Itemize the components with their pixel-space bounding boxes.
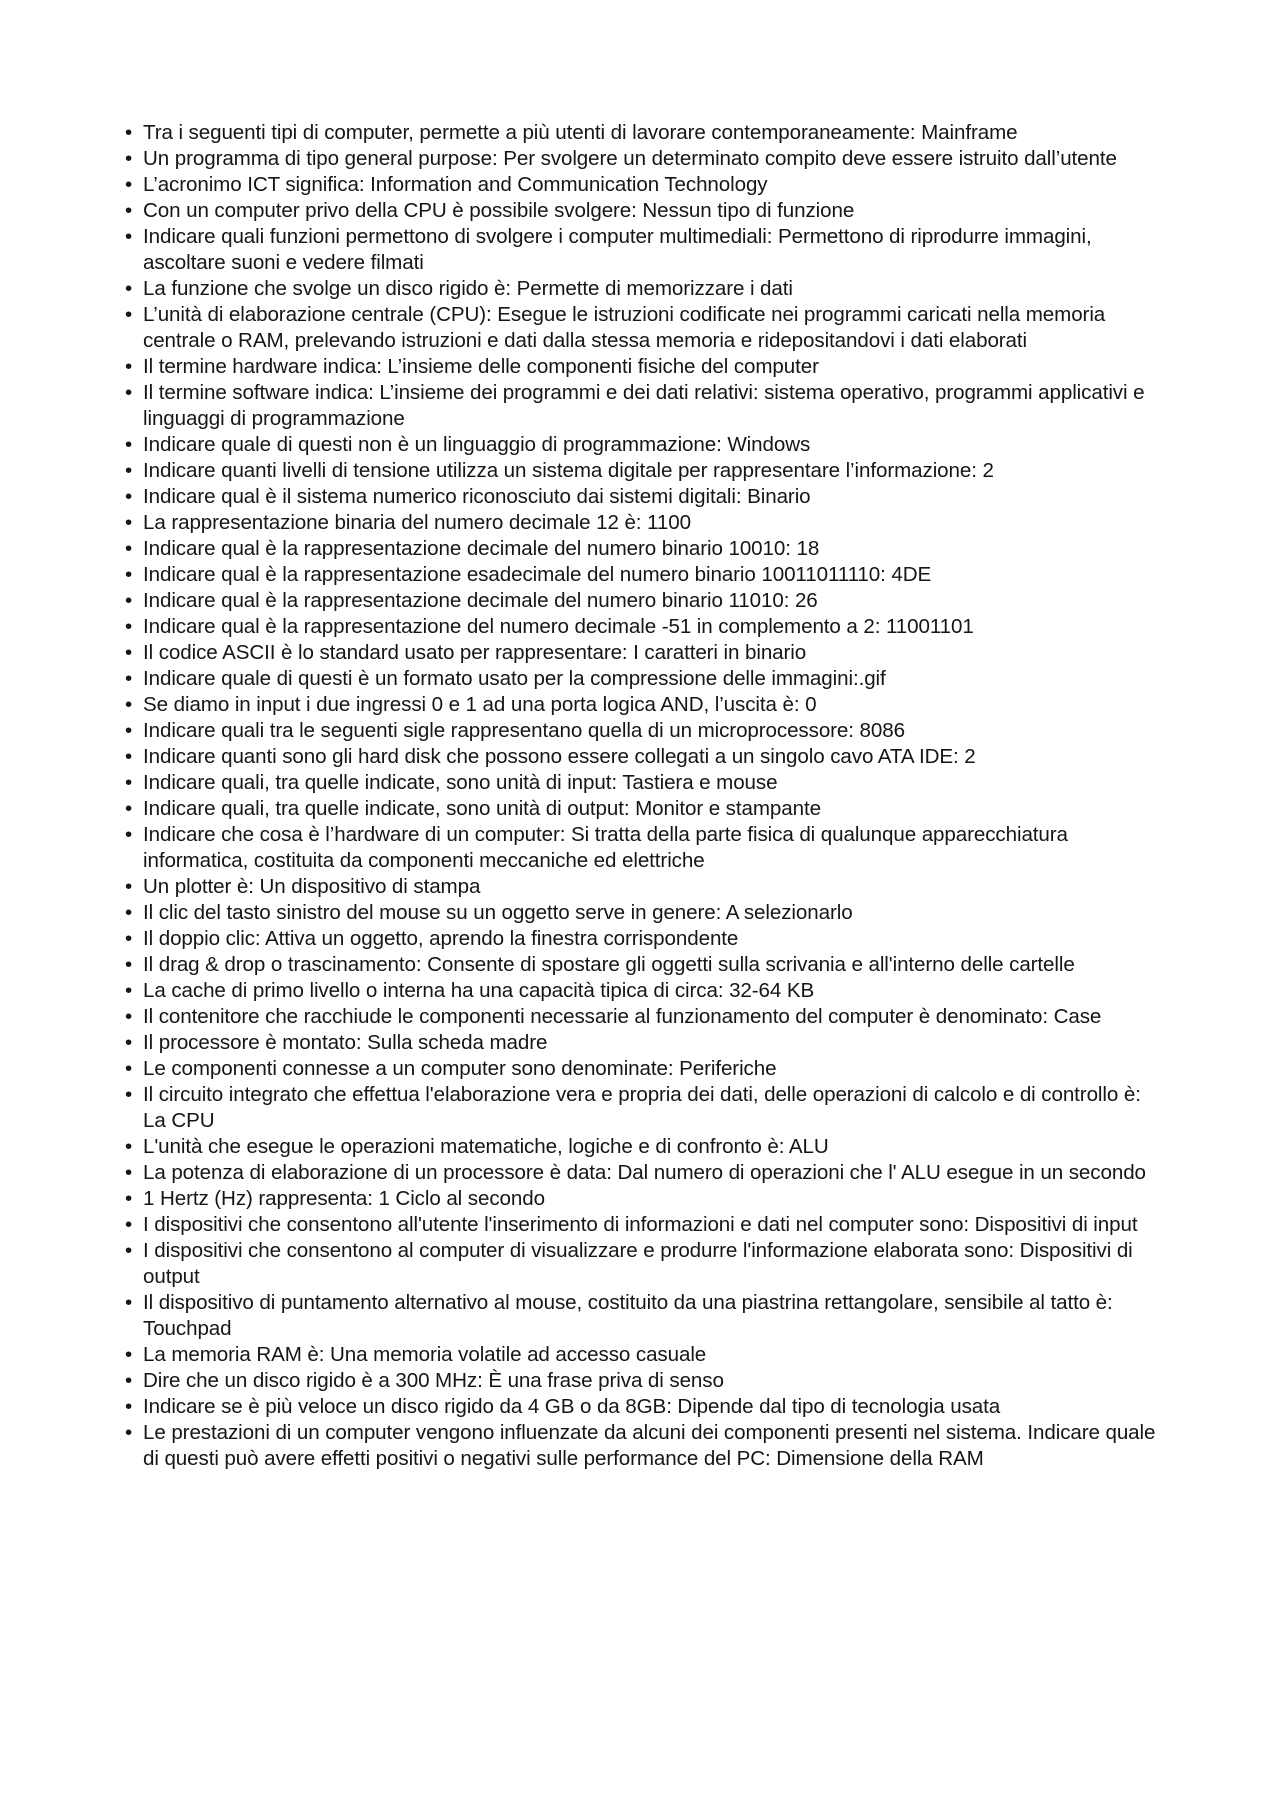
list-item: [125, 1160, 1165, 1186]
list-item-text: La funzione che svolge un disco rigido è: Permette di memorizzare i dati: [143, 277, 793, 300]
list-item: [125, 926, 1165, 952]
bullet-icon: •: [125, 823, 133, 846]
list-item: [125, 1004, 1165, 1030]
list-item: [125, 770, 1165, 796]
bullet-icon: •: [125, 563, 133, 586]
list-item: [125, 1394, 1165, 1420]
list-item-text: Indicare se è più veloce un disco rigido da 4 GB o da 8GB: Dipende dal tipo di tecnologia usata: [143, 1395, 1001, 1418]
list-item-text: Un programma di tipo general purpose: Per svolgere un determinato compito deve essere istruito dall’utente: [143, 147, 1117, 170]
bullet-icon: •: [125, 719, 133, 742]
bullet-icon: •: [125, 901, 133, 924]
bullet-icon: •: [125, 459, 133, 482]
bullet-icon: •: [125, 1369, 133, 1392]
list-item: [125, 1186, 1165, 1212]
bullet-icon: •: [125, 381, 133, 404]
list-item: [125, 744, 1165, 770]
list-item-text: Il doppio clic: Attiva un oggetto, aprendo la finestra corrispondente: [143, 927, 739, 950]
bullet-icon: •: [125, 147, 133, 170]
list-item: [125, 172, 1165, 198]
list-item: [125, 146, 1165, 172]
list-item-text: 1 Hertz (Hz) rappresenta: 1 Ciclo al secondo: [143, 1187, 545, 1210]
list-item-text: La memoria RAM è: Una memoria volatile ad accesso casuale: [143, 1343, 707, 1366]
list-item-text: Il dispositivo di puntamento alternativo al mouse, costituito da una piastrina rettangolare, sensibile al tatto è: Touchpad: [143, 1291, 1113, 1340]
bullet-icon: •: [125, 1343, 133, 1366]
list-item-text: Indicare qual è la rappresentazione esadecimale del numero binario 10011011110: 4DE: [143, 563, 932, 586]
list-item: [125, 1368, 1165, 1394]
list-item: [125, 1056, 1165, 1082]
list-item: [125, 796, 1165, 822]
list-item-text: Il codice ASCII è lo standard usato per rappresentare: I caratteri in binario: [143, 641, 807, 664]
bullet-icon: •: [125, 1395, 133, 1418]
bullet-icon: •: [125, 303, 133, 326]
list-item-text: Indicare quanti sono gli hard disk che possono essere collegati a un singolo cavo ATA IDE: 2: [143, 745, 976, 768]
bullet-icon: •: [125, 1213, 133, 1236]
list-item-text: Un plotter è: Un dispositivo di stampa: [143, 875, 481, 898]
list-item: [125, 874, 1165, 900]
list-item-text: Indicare quali, tra quelle indicate, sono unità di output: Monitor e stampante: [143, 797, 821, 820]
bullet-icon: •: [125, 615, 133, 638]
list-item-text: Tra i seguenti tipi di computer, permette a più utenti di lavorare contemporaneamente: Mainframe: [143, 121, 1018, 144]
list-item: [125, 458, 1165, 484]
list-item-text: Il drag & drop o trascinamento: Consente di spostare gli oggetti sulla scrivania e all'interno delle cartelle: [143, 953, 1075, 976]
list-item-text: L’unità di elaborazione centrale (CPU): Esegue le istruzioni codificate nei programmi caricati nella memoria centrale o RAM, prelevando istruzioni e dati dalla stessa memoria e ridepositandovi i dati elaborati: [143, 303, 1106, 352]
list-item-text: Indicare qual è la rappresentazione decimale del numero binario 10010: 18: [143, 537, 820, 560]
bullet-icon: •: [125, 1187, 133, 1210]
list-item-text: I dispositivi che consentono al computer di visualizzare e produrre l'informazione elaborata sono: Dispositivi di output: [143, 1239, 1133, 1288]
list-item-text: Dire che un disco rigido è a 300 MHz: È una frase priva di senso: [143, 1369, 724, 1392]
list-item: [125, 900, 1165, 926]
list-item: [125, 484, 1165, 510]
bullet-icon: •: [125, 589, 133, 612]
list-item-text: La rappresentazione binaria del numero decimale 12 è: 1100: [143, 511, 691, 534]
list-item-text: Le componenti connesse a un computer sono denominate: Periferiche: [143, 1057, 777, 1080]
list-item: [125, 666, 1165, 692]
list-item-text: Indicare che cosa è l’hardware di un computer: Si tratta della parte fisica di qualunque apparecchiatura informatica, costituita da componenti meccaniche ed elettriche: [143, 823, 1068, 872]
bullet-icon: •: [125, 927, 133, 950]
list-item: [125, 978, 1165, 1004]
bullet-icon: •: [125, 875, 133, 898]
bullet-icon: •: [125, 199, 133, 222]
bullet-icon: •: [125, 1135, 133, 1158]
list-item: [125, 536, 1165, 562]
bullet-icon: •: [125, 1005, 133, 1028]
list-item: [125, 1030, 1165, 1056]
list-item-text: Indicare quali funzioni permettono di svolgere i computer multimediali: Permettono di riprodurre immagini, ascoltare suoni e vedere filmati: [143, 225, 1092, 274]
list-item: [125, 614, 1165, 640]
list-item-text: Indicare quale di questi non è un linguaggio di programmazione: Windows: [143, 433, 811, 456]
list-item: [125, 224, 1165, 276]
bullet-icon: •: [125, 1421, 133, 1444]
list-item: [125, 718, 1165, 744]
list-item-text: Il circuito integrato che effettua l'elaborazione vera e propria dei dati, delle operazioni di calcolo e di controllo è: La CPU: [143, 1083, 1141, 1132]
list-item-text: Il clic del tasto sinistro del mouse su un oggetto serve in genere: A selezionarlo: [143, 901, 853, 924]
list-item-text: La cache di primo livello o interna ha una capacità tipica di circa: 32-64 KB: [143, 979, 815, 1002]
bullet-icon: •: [125, 121, 133, 144]
bullet-icon: •: [125, 953, 133, 976]
bullet-icon: •: [125, 693, 133, 716]
bullet-icon: •: [125, 1083, 133, 1106]
list-item: [125, 276, 1165, 302]
list-item-text: Il termine software indica: L’insieme dei programmi e dei dati relativi: sistema operativo, programmi applicativi e linguaggi di programmazione: [143, 381, 1145, 430]
list-item-text: Il contenitore che racchiude le componenti necessarie al funzionamento del computer è denominato: Case: [143, 1005, 1102, 1028]
list-item: [125, 120, 1165, 146]
list-item-text: Indicare quali, tra quelle indicate, sono unità di input: Tastiera e mouse: [143, 771, 778, 794]
list-item-text: Indicare qual è il sistema numerico riconosciuto dai sistemi digitali: Binario: [143, 485, 811, 508]
list-item-text: Indicare qual è la rappresentazione decimale del numero binario 11010: 26: [143, 589, 818, 612]
list-item: [125, 952, 1165, 978]
list-item-text: L'unità che esegue le operazioni matematiche, logiche e di confronto è: ALU: [143, 1135, 829, 1158]
bullet-icon: •: [125, 979, 133, 1002]
bullet-icon: •: [125, 485, 133, 508]
list-item-text: Indicare quali tra le seguenti sigle rappresentano quella di un microprocessore: 8086: [143, 719, 905, 742]
bullet-icon: •: [125, 1239, 133, 1262]
list-item: [125, 822, 1165, 874]
bullet-icon: •: [125, 225, 133, 248]
list-item-text: Indicare quale di questi è un formato usato per la compressione delle immagini:.gif: [143, 667, 886, 690]
list-item: [125, 1342, 1165, 1368]
list-item: [125, 302, 1165, 354]
list-item-text: Indicare quanti livelli di tensione utilizza un sistema digitale per rappresentare l’informazione: 2: [143, 459, 994, 482]
list-item-text: L’acronimo ICT significa: Information and Communication Technology: [143, 173, 768, 196]
bullet-icon: •: [125, 433, 133, 456]
list-item-text: Le prestazioni di un computer vengono influenzate da alcuni dei componenti presenti nel sistema. Indicare quale di questi può avere effetti positivi o negativi sulle performance del PC: Dimensione della RAM: [143, 1421, 1156, 1470]
list-item-text: Se diamo in input i due ingressi 0 e 1 ad una porta logica AND, l’uscita è: 0: [143, 693, 817, 716]
list-item-text: Il termine hardware indica: L’insieme delle componenti fisiche del computer: [143, 355, 819, 378]
list-item: [125, 640, 1165, 666]
bullet-icon: •: [125, 797, 133, 820]
bullet-icon: •: [125, 667, 133, 690]
list-item: [125, 562, 1165, 588]
bullet-icon: •: [125, 277, 133, 300]
bullet-icon: •: [125, 1291, 133, 1314]
list-item: [125, 1082, 1165, 1134]
list-item: [125, 1134, 1165, 1160]
list-item-text: La potenza di elaborazione di un processore è data: Dal numero di operazioni che l' ALU esegue in un secondo: [143, 1161, 1146, 1184]
list-item: [125, 1212, 1165, 1238]
list-item: [125, 380, 1165, 432]
list-item: [125, 588, 1165, 614]
question-answer-list: [125, 120, 1165, 1472]
bullet-icon: •: [125, 1161, 133, 1184]
bullet-icon: •: [125, 771, 133, 794]
list-item: [125, 198, 1165, 224]
list-item: [125, 354, 1165, 380]
list-item: [125, 1238, 1165, 1290]
list-item-text: Con un computer privo della CPU è possibile svolgere: Nessun tipo di funzione: [143, 199, 855, 222]
bullet-icon: •: [125, 745, 133, 768]
bullet-icon: •: [125, 511, 133, 534]
list-item-text: I dispositivi che consentono all'utente l'inserimento di informazioni e dati nel computer sono: Dispositivi di input: [143, 1213, 1138, 1236]
list-item: [125, 432, 1165, 458]
list-item-text: Il processore è montato: Sulla scheda madre: [143, 1031, 548, 1054]
bullet-icon: •: [125, 641, 133, 664]
bullet-icon: •: [125, 355, 133, 378]
list-item: [125, 1420, 1165, 1472]
list-item: [125, 692, 1165, 718]
bullet-icon: •: [125, 173, 133, 196]
list-item: [125, 510, 1165, 536]
list-item-text: Indicare qual è la rappresentazione del numero decimale -51 in complemento a 2: 11001101: [143, 615, 974, 638]
bullet-icon: •: [125, 537, 133, 560]
list-item: [125, 1290, 1165, 1342]
bullet-icon: •: [125, 1031, 133, 1054]
bullet-icon: •: [125, 1057, 133, 1080]
